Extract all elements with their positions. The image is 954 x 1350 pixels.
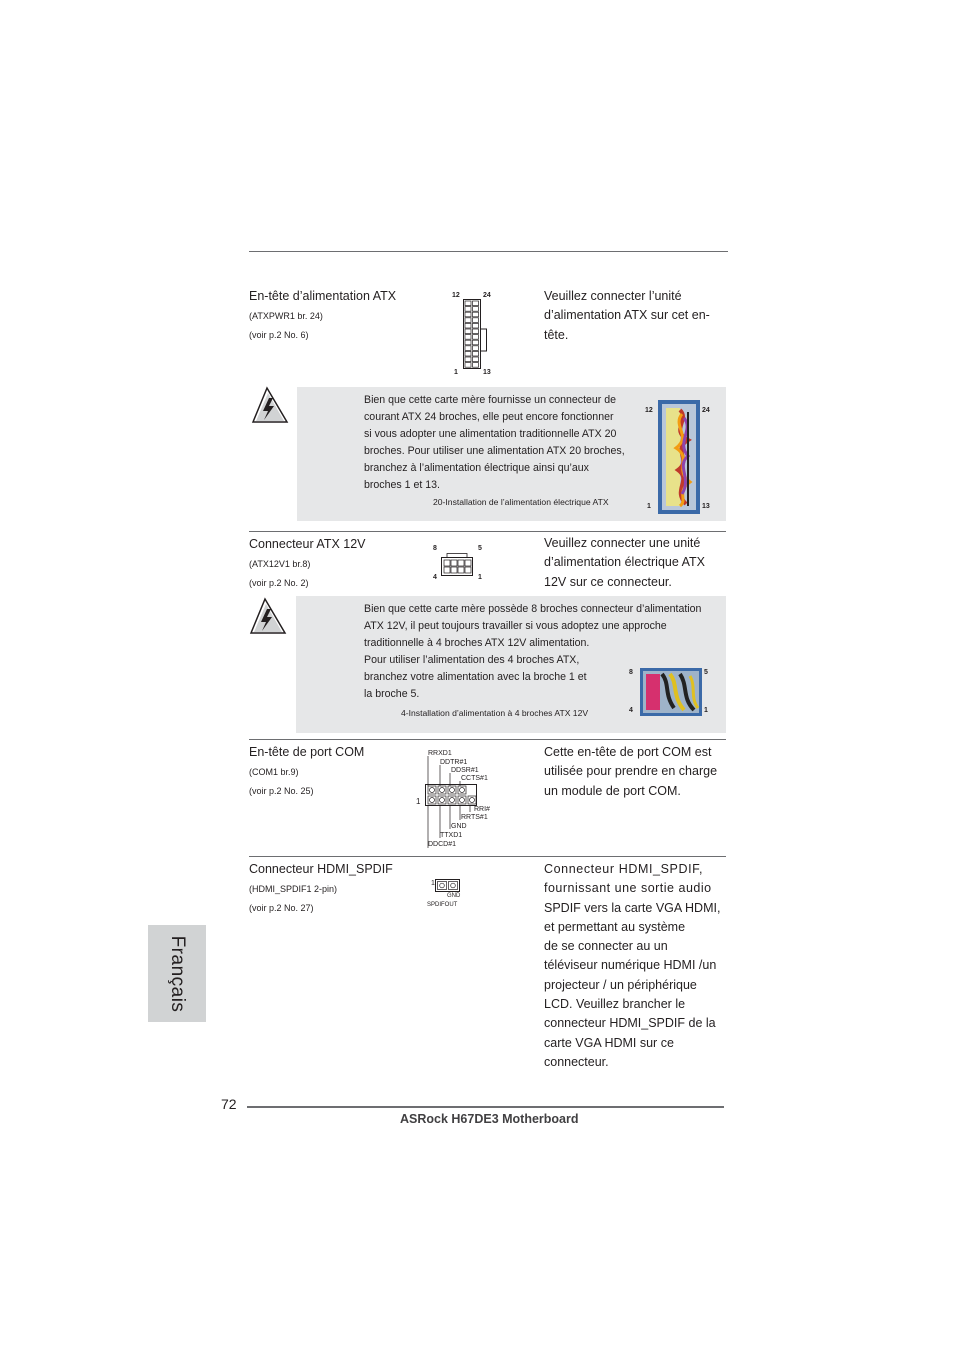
note-line: broches 1 et 13. (364, 478, 440, 491)
pin-label: 13 (483, 369, 491, 376)
desc-line: 12V sur ce connecteur. (544, 574, 672, 589)
note-line: Bien que cette carte mère fournisse un connecteur de (364, 394, 617, 406)
note-line: branchez à l’alimentation électrique ainsi qu’aux (364, 461, 589, 474)
pin-label: 24 (483, 292, 491, 299)
pin-label: SPDIFOUT (427, 902, 458, 908)
section-com-desc (544, 743, 717, 801)
note-line: Bien que cette carte mère possède 8 broches connecteur d’alimentation (364, 603, 702, 615)
pin-label: DDCD#1 (428, 841, 457, 848)
footer-rule (247, 1106, 724, 1108)
section-atx-title: En-tête d’alimentation ATX (249, 289, 397, 303)
pin-label: 12 (452, 292, 460, 299)
desc-line: connecteur HDMI_SPDIF de la (544, 1016, 716, 1031)
section-atx-see: (voir p.2 No. 6) (249, 330, 309, 340)
section-rule (249, 531, 726, 532)
pin-label: GND (447, 893, 461, 899)
pin-label: RRTS#1 (461, 814, 488, 821)
section-com-title: En-tête de port COM (249, 745, 365, 759)
pin-label: 24 (702, 407, 710, 414)
desc-line: Cette en-tête de port COM est (544, 745, 712, 759)
note-line: branchez votre alimentation avec la broche 1 et (364, 670, 587, 683)
section-hdmi-ref: (HDMI_SPDIF1 2-pin) (249, 884, 338, 894)
desc-line: carte VGA HDMI sur ce (544, 1035, 674, 1050)
pin-label: 1 (647, 503, 651, 510)
atx-install-photo (643, 398, 715, 514)
section-rule (249, 739, 726, 740)
note-atx-text (364, 392, 625, 493)
pin-label: DDSR#1 (451, 767, 479, 774)
note-line: broches. Pour utiliser une alimentation ATX 20 broches, (364, 444, 625, 457)
pin-label: 1 (431, 880, 435, 887)
language-label: Français (167, 935, 188, 1012)
desc-line: fournissant une sortie audio (544, 881, 712, 896)
atx24-connector-diagram (450, 290, 500, 382)
warning-icon (249, 384, 291, 426)
desc-line: d’alimentation électrique ATX (544, 555, 705, 570)
desc-line: Veuillez connecter une unité (544, 536, 701, 550)
section-hdmi-title: Connecteur HDMI_SPDIF (249, 862, 393, 876)
section-atx-desc (544, 287, 710, 345)
pin-label: 1 (454, 369, 458, 376)
pin-label: RRI# (474, 806, 490, 813)
atx12v-pin-grid (441, 553, 475, 577)
pin-label: 8 (433, 545, 437, 552)
desc-line: d’alimentation ATX sur cet en- (544, 308, 710, 323)
section-atx12v-ref: (ATX12V1 br.8) (249, 559, 311, 569)
atx12v-cable-photo (640, 668, 702, 716)
pin-label: 1 (478, 574, 482, 581)
pin-label: 1 (416, 797, 421, 806)
desc-line: et permettant au système (544, 919, 686, 934)
pin-label: 4 (629, 707, 633, 714)
pin-label: 4 (433, 574, 437, 581)
atx12v-connector-diagram (430, 543, 490, 585)
desc-line: SPDIF vers la carte VGA HDMI, (544, 900, 721, 915)
section-com-ref: (COM1 br.9) (249, 767, 299, 777)
pin-label: CCTS#1 (461, 775, 488, 782)
pin-label: GND (451, 823, 467, 830)
atx-cable-photo (658, 400, 700, 514)
pin-label: 13 (702, 503, 710, 510)
note-line: la broche 5. (364, 687, 420, 700)
section-atx12v-see: (voir p.2 No. 2) (249, 578, 309, 588)
desc-line: tête. (544, 327, 569, 342)
desc-line: connecteur. (544, 1054, 609, 1069)
top-rule (249, 251, 728, 252)
desc-line: utilisée pour prendre en charge (544, 764, 718, 779)
note-atx-caption: 20-Installation de l’alimentation électrique ATX (433, 497, 609, 507)
pin-label: DDTR#1 (440, 759, 468, 766)
language-side-tab (148, 925, 206, 1022)
note-line: traditionnelle à 4 broches ATX 12V alimentation. (364, 636, 590, 649)
pin-label: 5 (704, 669, 708, 676)
pin-label: TTXD1 (440, 832, 463, 839)
pin-label: 12 (645, 407, 653, 414)
section-atx12v-desc (544, 534, 705, 592)
section-hdmi-see: (voir p.2 No. 27) (249, 903, 314, 913)
atx12v-install-photo (626, 664, 714, 720)
desc-line: téléviseur numérique HDMI /un (544, 958, 717, 973)
section-atx-ref: (ATXPWR1 br. 24) (249, 311, 323, 321)
atx24-pin-grid (463, 299, 489, 369)
note-line: ATX 12V, il peut toujours travailler si vous adoptez une approche (364, 619, 667, 632)
warning-icon (247, 595, 289, 637)
footer-product: ASRock H67DE3 Motherboard (400, 1112, 579, 1126)
pin-label: RRXD1 (428, 750, 452, 757)
section-hdmi-desc (544, 860, 720, 1072)
section-com-see: (voir p.2 No. 25) (249, 786, 314, 796)
section-atx12v-title: Connecteur ATX 12V (249, 537, 366, 551)
hdmi-spdif-pins (435, 879, 461, 893)
note-line: si vous adopter une alimentation traditionnelle ATX 20 (364, 427, 617, 440)
desc-line: Connecteur HDMI_SPDIF, (544, 862, 704, 876)
desc-line: de se connecter au un (544, 939, 668, 954)
note-atx12v-caption: 4-Installation d’alimentation à 4 broches ATX 12V (401, 708, 589, 718)
pin-label: 8 (629, 669, 633, 676)
com-header-diagram (414, 748, 498, 854)
pin-label: 5 (478, 545, 482, 552)
note-line: Pour utiliser l’alimentation des 4 broches ATX, (364, 653, 580, 666)
pin-label: 1 (704, 707, 708, 714)
note-line: courant ATX 24 broches, elle peut encore fonctionner (364, 410, 614, 423)
hdmi-spdif-header-diagram (426, 876, 470, 910)
desc-line: un module de port COM. (544, 783, 681, 798)
desc-line: projecteur / un périphérique (544, 977, 697, 992)
page-number: 72 (221, 1096, 237, 1112)
section-rule (249, 856, 726, 857)
desc-line: LCD. Veuillez brancher le (544, 997, 686, 1012)
desc-line: Veuillez connecter l’unité (544, 289, 682, 303)
